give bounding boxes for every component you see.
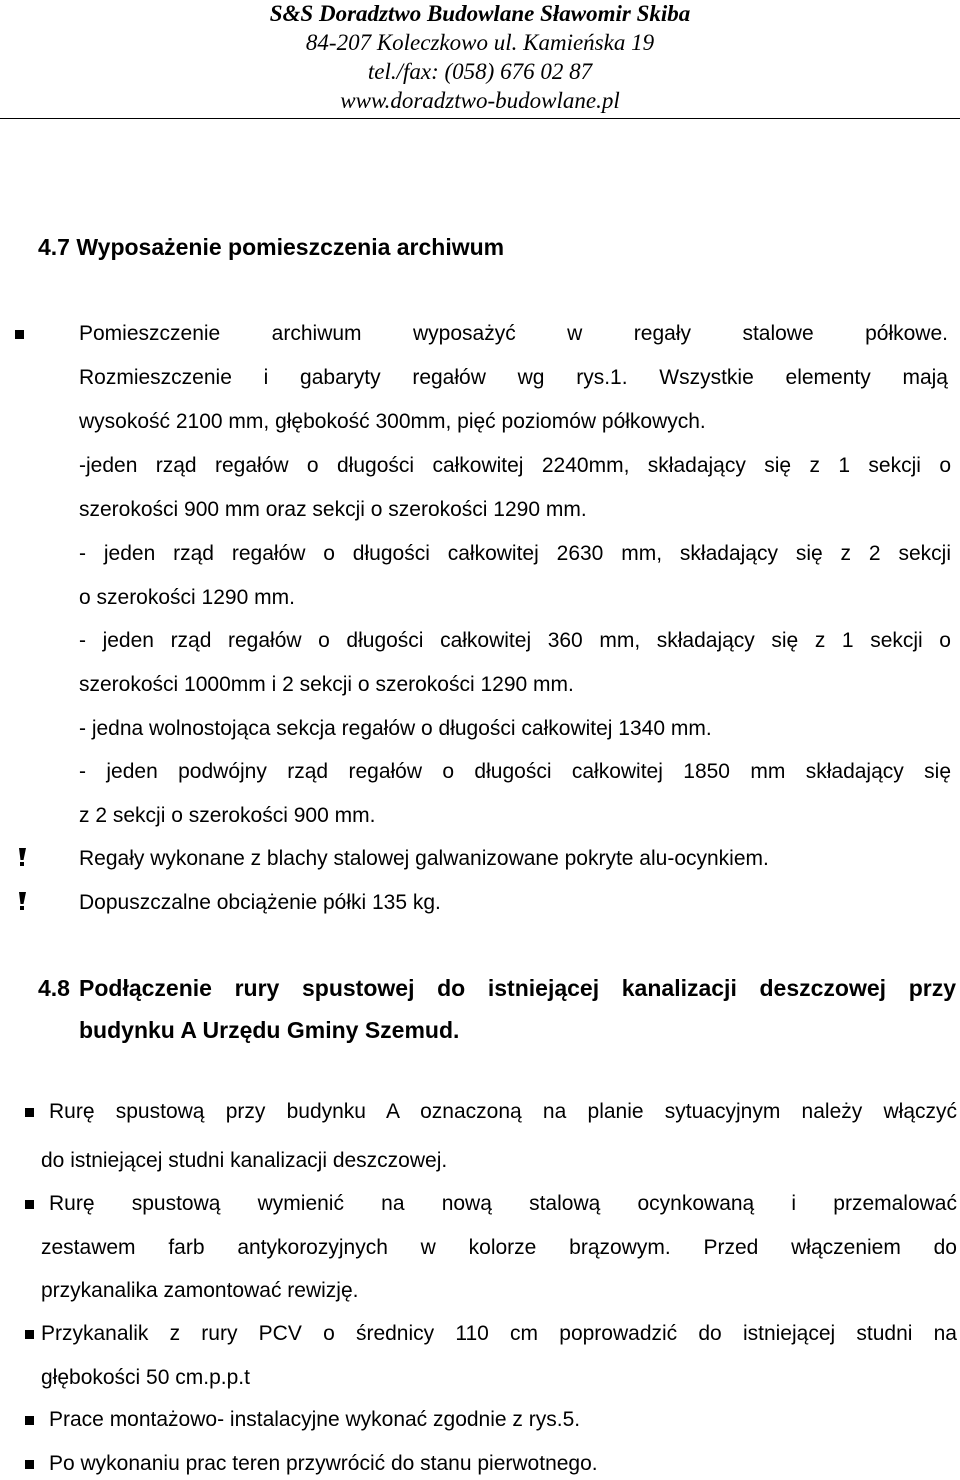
- paragraph-line: szerokości 1000mm i 2 sekcji o szerokości 1290 mm.: [79, 673, 574, 696]
- paragraph-line: o szerokości 1290 mm.: [79, 586, 295, 609]
- company-name: S&S Doradztwo Budowlane Sławomir Skiba: [269, 1, 691, 26]
- list-item-line: Po wykonaniu prac teren przywrócić do stanu pierwotnego.: [49, 1452, 598, 1475]
- list-item-line: głębokości 50 cm.p.p.t: [41, 1366, 250, 1389]
- list-item-line: Przykanalik z rury PCV o średnicy 110 cm poprowadzić do istniejącej studni na: [41, 1322, 957, 1345]
- section-4-8-heading: Podłączenie rury spustowej do istniejącej kanalizacji deszczowej przy: [79, 975, 956, 1001]
- list-item-line: zestawem farb antykorozyjnych w kolorze brązowym. Przed włączeniem do: [41, 1236, 957, 1259]
- note-line: Regały wykonane z blachy stalowej galwanizowane pokryte alu-ocynkiem.: [79, 847, 769, 870]
- paragraph-line: - jedna wolnostojąca sekcja regałów o długości całkowitej 1340 mm.: [79, 717, 712, 740]
- bullet-square-icon: [25, 1330, 34, 1339]
- paragraph-line: Rozmieszczenie i gabaryty regałów wg rys.1. Wszystkie elementy mają: [79, 366, 948, 389]
- exclamation-icon: [16, 892, 28, 910]
- section-4-8-heading-continued: budynku A Urzędu Gminy Szemud.: [79, 1017, 460, 1043]
- paragraph-line: wysokość 2100 mm, głębokość 300mm, pięć poziomów półkowych.: [79, 410, 706, 433]
- header-divider: [0, 118, 960, 119]
- paragraph-line: - jeden podwójny rząd regałów o długości całkowitej 1850 mm składający się: [79, 760, 951, 783]
- company-phone: tel./fax: (058) 676 02 87: [367, 59, 593, 84]
- company-website: www.doradztwo-budowlane.pl: [340, 88, 620, 113]
- note-line: Dopuszczalne obciążenie półki 135 kg.: [79, 891, 441, 914]
- company-address: 84-207 Koleczkowo ul. Kamieńska 19: [305, 30, 655, 55]
- section-4-7-heading: 4.7 Wyposażenie pomieszczenia archiwum: [38, 234, 505, 260]
- bullet-square-icon: [25, 1200, 34, 1209]
- list-item-line: Rurę spustową przy budynku A oznaczoną na planie sytuacyjnym należy włączyć: [49, 1100, 957, 1123]
- bullet-square-icon: [15, 330, 24, 339]
- paragraph-line: Pomieszczenie archiwum wyposażyć w regały stalowe półkowe.: [79, 322, 948, 345]
- paragraph-line: - jeden rząd regałów o długości całkowitej 360 mm, składający się z 1 sekcji o: [79, 629, 951, 652]
- bullet-square-icon: [25, 1460, 34, 1469]
- list-item-line: Prace montażowo- instalacyjne wykonać zgodnie z rys.5.: [49, 1408, 581, 1431]
- paragraph-line: - jeden rząd regałów o długości całkowitej 2630 mm, składający się z 2 sekcji: [79, 542, 951, 565]
- paragraph-line: -jeden rząd regałów o długości całkowitej 2240mm, składający się z 1 sekcji o: [79, 454, 951, 477]
- bullet-square-icon: [25, 1416, 34, 1425]
- section-4-8-number: 4.8: [38, 975, 70, 1001]
- list-item-line: do istniejącej studni kanalizacji deszczowej.: [41, 1149, 448, 1172]
- list-item-line: przykanalika zamontować rewizję.: [41, 1279, 359, 1302]
- bullet-square-icon: [25, 1108, 34, 1117]
- paragraph-line: szerokości 900 mm oraz sekcji o szerokości 1290 mm.: [79, 498, 587, 521]
- list-item-line: Rurę spustową wymienić na nową stalową ocynkowaną i przemalować: [49, 1192, 957, 1215]
- exclamation-icon: [16, 848, 28, 866]
- paragraph-line: z 2 sekcji o szerokości 900 mm.: [79, 804, 376, 827]
